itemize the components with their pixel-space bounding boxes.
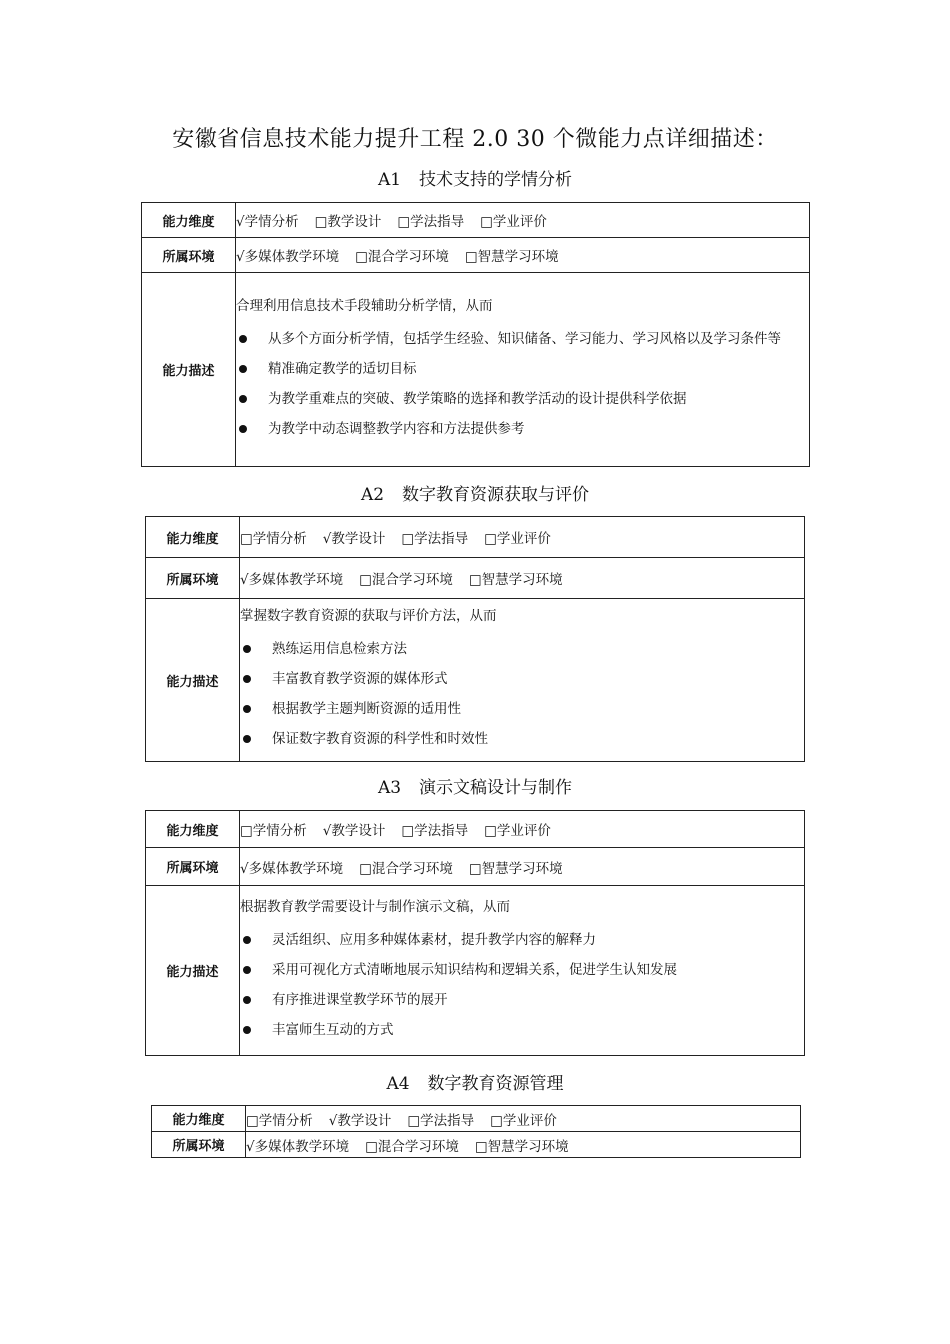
section-code: A2 [360, 485, 385, 505]
bullet-list [240, 634, 804, 754]
bullet-item: 为教学中动态调整教学内容和方法提供参考 [236, 414, 809, 444]
dimension-label: 能力维度 [146, 811, 240, 848]
option-item: √多媒体教学环境 [240, 860, 344, 877]
description-intro: 掌握数字教育资源的获取与评价方法，从而 [240, 608, 497, 624]
option-item: □学情分析 [246, 1112, 313, 1129]
section-title-a3 [0, 773, 950, 798]
environment-row [152, 1132, 801, 1158]
bullet-item: 丰富教育教学资源的媒体形式 [240, 664, 804, 694]
option-item: □学法指导 [407, 1112, 475, 1129]
section-name: 数字教育资源获取与评价 [402, 485, 590, 505]
option-item: □学法指导 [401, 531, 469, 547]
option-item: □混合学习环境 [359, 860, 453, 877]
dimension-label: 能力维度 [152, 1106, 246, 1132]
option-item: □混合学习环境 [355, 249, 449, 265]
environment-options [246, 1132, 801, 1158]
description-intro: 合理利用信息技术手段辅助分析学情，从而 [236, 297, 493, 314]
description-intro: 根据教育教学需要设计与制作演示文稿，从而 [240, 898, 510, 915]
option-item: □学业评价 [490, 1112, 557, 1129]
option-item: √学情分析 [236, 214, 299, 230]
section-code: A3 [377, 778, 402, 798]
option-item: √多媒体教学环境 [240, 572, 344, 588]
option-item: □学法指导 [401, 823, 469, 839]
option-item: □智慧学习环境 [468, 860, 563, 877]
dimension-label: 能力维度 [146, 517, 240, 558]
bullet-item: 有序推进课堂教学环节的展开 [240, 985, 804, 1015]
ability-table-a1 [141, 202, 810, 467]
environment-label: 所属环境 [146, 848, 240, 886]
option-item: □混合学习环境 [365, 1138, 459, 1155]
bullet-list [240, 925, 804, 1045]
option-item: □学业评价 [484, 531, 551, 547]
option-item: □学业评价 [480, 214, 547, 230]
section-name: 技术支持的学情分析 [419, 170, 573, 190]
option-item: □学业评价 [484, 823, 551, 839]
dimension-options [240, 517, 805, 558]
environment-label: 所属环境 [152, 1132, 246, 1158]
option-item: □教学设计 [314, 214, 382, 230]
section-name: 演示文稿设计与制作 [419, 778, 573, 798]
description-row [146, 886, 805, 1056]
environment-options [236, 238, 810, 273]
description-content [240, 599, 805, 762]
bullet-item: 精准确定教学的适切目标 [236, 354, 809, 384]
description-content [236, 273, 810, 467]
dimension-options [246, 1106, 801, 1132]
dimension-options [240, 811, 805, 848]
description-row [142, 273, 810, 467]
ability-table-a2 [145, 516, 805, 762]
bullet-item: 熟练运用信息检索方法 [240, 634, 804, 664]
section-code: A4 [386, 1074, 410, 1094]
description-content [240, 886, 805, 1056]
option-item: □学情分析 [240, 531, 307, 547]
environment-label: 所属环境 [142, 238, 236, 273]
environment-row [146, 558, 805, 599]
section-title-a2 [0, 480, 950, 505]
bullet-item: 丰富师生互动的方式 [240, 1015, 804, 1045]
dimension-options [236, 203, 810, 238]
option-item: √多媒体教学环境 [236, 249, 340, 265]
description-label: 能力描述 [146, 886, 240, 1056]
option-item: □学情分析 [240, 823, 307, 839]
dimension-row [142, 203, 810, 238]
description-row [146, 599, 805, 762]
bullet-item: 保证数字教育资源的科学性和时效性 [240, 724, 804, 754]
option-item: √教学设计 [322, 823, 386, 839]
environment-options [240, 558, 805, 599]
section-title-a1 [0, 165, 950, 190]
environment-row [142, 238, 810, 273]
bullet-item: 根据教学主题判断资源的适用性 [240, 694, 804, 724]
section-code: A1 [377, 170, 402, 190]
option-item: √教学设计 [328, 1112, 392, 1129]
option-item: □智慧学习环境 [474, 1138, 569, 1155]
document-title: 安徽省信息技术能力提升工程 2.0 30 个微能力点详细描述： [172, 127, 778, 152]
dimension-row [146, 517, 805, 558]
ability-table-a4 [151, 1105, 801, 1158]
environment-options [240, 848, 805, 886]
bullet-list [236, 324, 809, 444]
option-item: □智慧学习环境 [464, 249, 559, 265]
section-title-a4 [0, 1069, 950, 1094]
option-item: □学法指导 [397, 214, 465, 230]
option-item: □智慧学习环境 [468, 572, 563, 588]
option-item: □混合学习环境 [359, 572, 453, 588]
option-item: √教学设计 [322, 531, 386, 547]
section-name: 数字教育资源管理 [427, 1074, 564, 1094]
dimension-label: 能力维度 [142, 203, 236, 238]
bullet-item: 灵活组织、应用多种媒体素材，提升教学内容的解释力 [240, 925, 804, 955]
bullet-item: 从多个方面分析学情，包括学生经验、知识储备、学习能力、学习风格以及学习条件等 [236, 324, 809, 354]
description-label: 能力描述 [142, 273, 236, 467]
bullet-item: 为教学重难点的突破、教学策略的选择和教学活动的设计提供科学依据 [236, 384, 809, 414]
dimension-row [152, 1106, 801, 1132]
dimension-row [146, 811, 805, 848]
bullet-item: 采用可视化方式清晰地展示知识结构和逻辑关系，促进学生认知发展 [240, 955, 804, 985]
environment-row [146, 848, 805, 886]
description-label: 能力描述 [146, 599, 240, 762]
environment-label: 所属环境 [146, 558, 240, 599]
option-item: √多媒体教学环境 [246, 1138, 350, 1155]
ability-table-a3 [145, 810, 805, 1056]
